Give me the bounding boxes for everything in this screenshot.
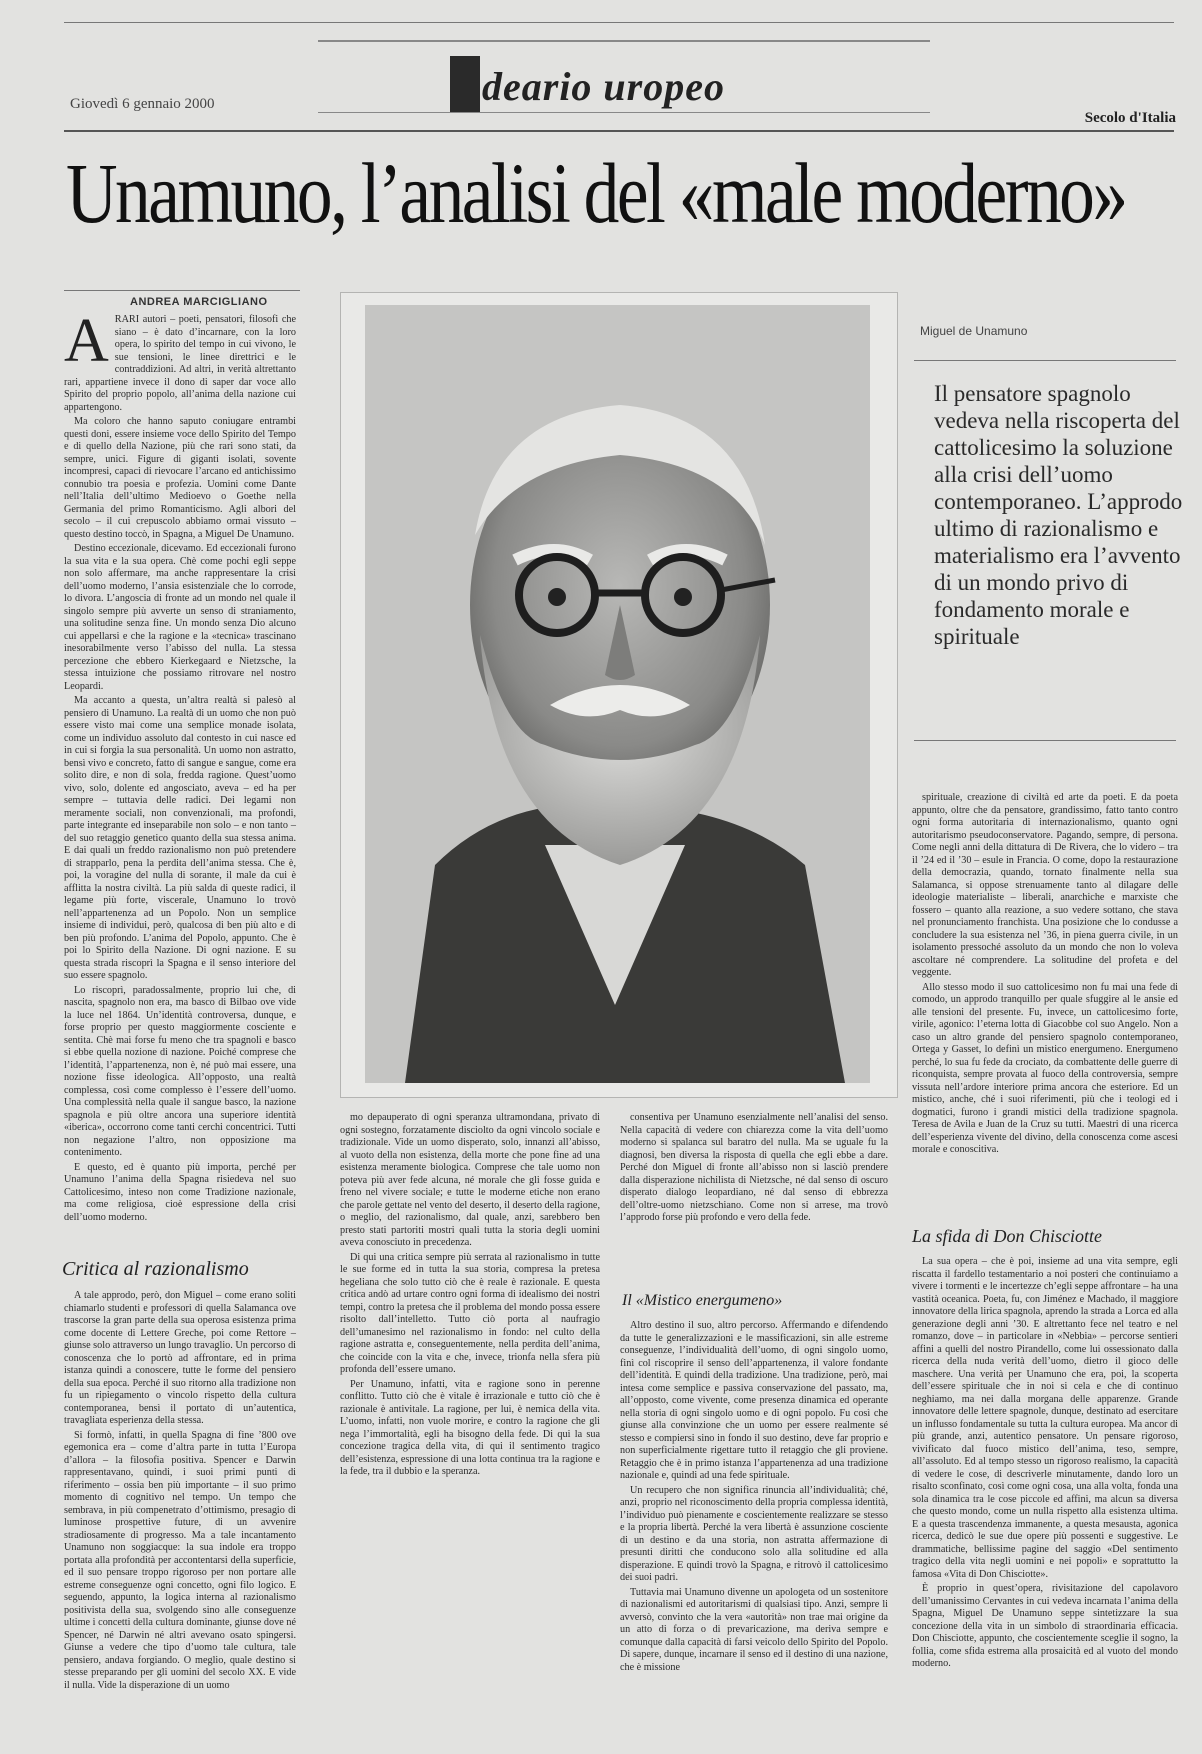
byline-rule: [64, 290, 300, 291]
caption-rule: [914, 360, 1176, 361]
header-rule: [64, 130, 1174, 132]
author-byline: ANDREA MARCIGLIANO: [130, 296, 268, 308]
subhead-mistico: Il «Mistico energumeno»: [622, 1292, 783, 1309]
headline: Unamuno, l’analisi del «male moderno»: [66, 145, 1126, 241]
column-4-continued: La sua opera – che è poi, insieme ad una vita sempre, egli riscatta il fardello testamentario a noi posteri che continuiamo a vivere i tormenti e le incertezze ch’egli seppe affrontare – ha una vastità oceanica. Poeta, fu, con Jiménez e Machado, il maggiore innovatore della lirica spagnola, aprendo la strada a Lorca ed alla generazione degli anni ’30. E altrettanto fece nel teatro e nel romanzo, dove – in particolare in «Nebbia» – percorse sentieri affini a quelli del nostro Pirandello, come lui ossessionato dalla ricerca della nuda verità dell’uomo, dietro il gioco delle maschere. Una verità per Unamuno che era, poi, la scoperta dell’essere spirituale che in noi si cela e che di continuo neghiamo, ma nei dalla morgana delle apparenze. Grande innovatore delle lettere spagnole, dunque, destinato ad esercitare un influsso fondamentale su tutta la cultura europea. Ma ancor di più grande, anzi, autentico pensatore. Un pensare rigoroso, vivificato dal fuoco mistico dell’anima, teso, sempre, all’assoluto. Ed al tempo stesso un rigoroso realismo, la capacità di vedere le cose, di descriverle minutamente, dando loro un risalto sconfinato, così come ogni cosa, una alla volta, fonda una sola dinamica tra le cose piccole ed affini, ma alcun sa diversa che questo mondo, come un nulla rispetto alla esistenza ultima. E a questa trascendenza immanente, a questa mesausta, agonica ricerca, dedicò le sue due opere più possenti e suggestive. Le drammatiche, bellissime pagine del saggio «Del sentimento tragico della vita negli uomini e nei popoli» e soprattutto la famosa «Vita di Don Chisciotte». È proprio in quest’opera, rivisitazione del capolavoro dell’umanissimo Cervantes in cui vedeva incarnata l’anima della Spagna, Miguel De Unamuno seppe sintetizzare la sua concezione della vita in un simbolo di straordinaria efficacia. Don Chisciotte, appunto, che coscientemente sceglie il sogno, la follia, come sfida estrema alla prosaicità ed al vuoto del mondo moderno.: [912, 1256, 1178, 1669]
paper-name: Secolo d'Italia: [1084, 110, 1176, 126]
masthead-text: deario uropeo: [482, 64, 725, 109]
column-2: mo depauperato di ogni speranza ultramondana, privato di ogni sostegno, forzatamente disciolto da ogni vincolo sociale e tradizionale. Vide un uomo disperato, solo, innanzi all’abisso, al vuoto della non esistenza, della morte che pone fine ad una esistenza meramente biologica. Comprese che tale uomo non poteva più aver fede alcuna, né morale che gli fosse guida e freno nel vivere sociale; e tutte le moderne etiche non erano che parole gettate nel vento del deserto, il deserto della ragione, o meglio, del razionalismo, dal quale, anzi, sarebbero ben presto stati partoriti mostri quali tutta la storia degli uomini aveva conosciuto in precedenza. Di qui una critica sempre più serrata al razionalismo in tutte le sue forme ed in tutta la sua storia, compresa la pretesa hegeliana che solo tutto ciò che è reale è razionale. E questa critica andò ad urtare contro ogni forma di idealismo dei nostri tempi, contro la pretesa che il problema del mondo possa essere risolto dall’intelletto. Tutto ciò porta al naufragio dell’umanesimo nel razionalismo in fondo: nel culto della ragione astratta e, conseguentemente, nella perdita dell’anima, che coincide con la vita e che, invece, trionfa nella sfera più profonda dell’essere umano. Per Unamuno, infatti, vita e ragione sono in perenne conflitto. Tutto ciò che è vitale è irrazionale e tutto ciò che è razionale è antivitale. La ragione, per lui, è nemica della vita. L’uomo, infatti, non vuole morire, e contro la ragione che gli nega l’immortalità, egli ha bisogno della fede. Di qui la sua concezione tragica della vita, di qui il sentimento tragico dell’esistenza, espressione di una lotta continua tra la ragione e la fede, tra il dubbio e la speranza.: [340, 1112, 600, 1477]
dateline: Giovedì 6 gennaio 2000: [70, 96, 215, 112]
column-3-top: consentiva per Unamuno esenzialmente nell’analisi del senso. Nella capacità di vedere con chiarezza come la vita dell’uomo moderno si spalanca sul baratro del nulla. Ma se uguale fu la diagnosi, ben diversa la risposta di quella che egli ebbe a dare. Perché don Miguel di fronte all’abisso non si lasciò prendere dalla disperazione nichilista di Nietzsche, né dal senso di oscuro disperato dialogo leopardiano, né dal senso di ebbrezza dell’oltre-uomo nietzschiano. Come non si arrese, ma trovò l’approdo forse più profondo e vero della fede.: [620, 1112, 888, 1223]
photo-caption: Miguel de Unamuno: [920, 324, 1028, 338]
section-masthead: [450, 56, 725, 112]
subhead-sfida: La sfida di Don Chisciotte: [912, 1226, 1103, 1246]
portrait-illustration: [365, 305, 870, 1083]
top-rule: [64, 22, 1174, 33]
column-3: Altro destino il suo, altro percorso. Affermando e difendendo da tutte le generalizzazioni e le massificazioni, sin alle estreme conseguenze, l’individualità dell’uomo, di ogni singolo uomo, finì col riscoprire il senso dell’appartenenza, il valore fondante dell’identità. E quindi della tradizione. Una tradizione, però, mai intesa come semplice e passiva conservazione del passato, ma, all’opposto, come vivente, come presenza dinamica ed operante nella storia di ogni singolo uomo e di ogni popolo. Fu così che giunse alla convinzione che un uomo per essere realmente sé stesso e compiersi sino in fondo il suo destino, deve far proprio e non superficialmente rigettare tutto il retaggio che gli proviene. Retaggio che è in primo istanza l’appartenenza ad una tradizione nazionale e, quindi ad una fede spirituale. Un recupero che non significa rinuncia all’individualità; ché, anzi, proprio nel riconoscimento della propria complessa identità, l’individuo può pienamente e coscientemente realizzare se stesso e la propria libertà. Perché la vera libertà è assunzione cosciente di un destino e da una storia, non astratta affermazione di presunti diritti che conducono solo alla solitudine ed alla disperazione. E quindi trovò la Spagna, e ritrovò il cattolicesimo dei suoi padri. Tuttavia mai Unamuno divenne un apologeta od un sostenitore di nazionalismi ed autoritarismi di qualsiasi tipo. Anzi, sempre li avversò, convinto che la vera «autorità» non trae mai origine da un atto di forza o di prevaricazione, ma deriva sempre e comunque dalla capacità di farsi veicolo dello Spirito del Popolo. Di sapere, dunque, incarnare il senso ed il destino di una nazione, che è missione: [620, 1320, 888, 1673]
portrait-photo: [340, 292, 898, 1098]
column-1-continued: A tale approdo, però, don Miguel – come erano soliti chiamarlo studenti e professori di quella Salamanca ove trascorse la gran parte della sua operosa esistenza prima come docente di Lettere Greche, poi come Rettore – giunse solo attraverso un lungo travaglio. Un percorso di conoscenza che lo portò ad affrontare, ed in prima istanza quindi a conoscere, tutte le forme del pensiero della sua epoca. Perché il suo ritorno alla tradizione non fu un ripiegamento o vincolo rispetto della cultura contemporanea, bensì il portato di un’autentica, travagliata esperienza della stessa. Si formò, infatti, in quella Spagna di fine ’800 ove egemonica era – come d’altra parte in tutta l’Europa d’allora – la filosofia positiva. Spencer e Darwin rappresentavano, quindi, i suoi primi punti di riferimento – ossia ben più importante – il suo primo momento di cognitivo nel tempo. Un tempo che sembrava, in più compenetrato d’ottimismo, presagio di luminose prospettive future, di un avvenire stradiosamente di progresso. Ma a tale incantamento Unamuno non soggiacque: la sua indole era troppo portata alla profondità per accontentarsi della superficie, ed il suo pensare troppo rigoroso per non portare alle estreme conseguenze ogni concetto, ogni filo logico. E seguendo, appunto, la logica interna al razionalismo positivista della sua, svolgendo sino alle conseguenze ultime i concetti della cultura dominante, giunse dove né Spencer, né Darwin né altri avevano osato spingersi. Giunse a vedere che tipo d’uomo tale cultura, tale pensiero, andava forgiando. O meglio, quale destino si stesse preparando per gli uomini del secolo XX. E vide il nulla. Vide la disperazione di un uomo: [64, 1290, 296, 1691]
masthead-initial-i: [450, 56, 480, 112]
pullquote-rule: [914, 740, 1176, 741]
column-4: spirituale, creazione di civiltà ed arte da poeti. E da poeta appunto, oltre che da pensatore, grandissimo, fatto tanto contro ogni forma autoritaria di internazionalismo, quanto ogni autoritarismo pseudoconservatore. Pagando, sempre, di persona. Come negli anni della dittatura di De Rivera, che lo videro – tra il ’24 ed il ’30 – esule in Francia. O come, dopo la restaurazione della democrazia, quando, tornato finalmente nella sua Salamanca, si oppose strenuamente tanto al dilagare delle ideologie materialiste – liberali, anarchiche e marxiste che fossero – quanto alla reazione, a suo vedere sottano, che stava nel pronunciamento franchista. Una posizione che lo condusse a concludere la sua esistenza nel ’36, in piena guerra civile, in un isolamento pressoché assoluto da un mondo che non lo voleva ascoltare né comprendere. La solitudine del profeta e del veggente. Allo stesso modo il suo cattolicesimo non fu mai una fede di comodo, un approdo tranquillo per quale sfuggire al le ansie ed alle tensioni del presente. Fu, invece, un cattolicesimo forte, virile, agonico: l’eterna lotta di Giacobbe col suo Angelo. Non a caso un altro grande del pensiero spagnolo contemporaneo, Ortega y Gasset, lo definì un mistico energumeno. Energumeno perché, lo sua fu fede da crociato, da combattente delle guerre di riconquista, sempre provata al fuoco della controversia, sempre vissuta nell’ardore interiore prima ancora che esteriore. Ed un mistico, anche, ché i suoi riferimenti, più che i teologi ed i dogmatici, furono i grandi mistici della tradizione spagnola. Teresa de Avila e Juan de la Cruz su tutti. Maestri di una ricerca dell’esperienza vivente del divino, della conoscenza come ascesi morale e conoscitiva.: [912, 792, 1178, 1155]
drop-cap: A: [64, 307, 109, 375]
subhead-critica: Critica al razionalismo: [62, 1258, 249, 1280]
portrait-oval: [365, 305, 870, 1083]
column-1: ARARI autori – poeti, pensatori, filosofi che siano – è dato d’incarnare, con la loro opera, lo spirito del tempo in cui vivono, le sue tensioni, le linee direttrici e le contraddizioni. Ad altri, in verità altrettanto rari, appartiene invece il dono di saper dar voce allo Spirito del proprio popolo, all’anima della nazione cui appartengono. Ma coloro che hanno saputo coniugare entrambi questi doni, essere insieme voce dello Spirito del Tempo e di quello della Nazione, più che rari sono stati, da sempre, unici. Figure di giganti isolati, sovente incompresi, capaci di rievocare l’arcano ed antichissimo connubio tra poesia e profezia. Uomini come Dante nell’Italia dell’ultimo Medioevo o Goethe nella Germania del primo Romanticismo. Agli albori del secolo – il cui crepuscolo abbiamo ormai vissuto – questo destino toccò, in Spagna, a Miguel De Unamuno. Destino eccezionale, dicevamo. Ed eccezionali furono la sua vita e la sua opera. Chè come pochi egli seppe non solo affermare, ma anche rappresentare la crisi dell’uomo moderno, l’ansia esistenziale che lo corrode, lo divora. L’angoscia di fronte ad un mondo nel quale il singolo sempre più avverte un senso di straniamento, una solitudine senza fine. Un mondo senza Dio alcuno cui appellarsi e che la ragione e la «tecnica» trascinano inesorabilmente verso l’abisso del nulla. La stessa percezione che ebbero Kierkegaard e Nietzsche, la stessa intuizione che possiamo ritrovare nel nostro Leopardi. Ma accanto a questa, un’altra realtà si palesò al pensiero di Unamuno. La realtà di un uomo che non può essere visto mai come una semplice monade isolata, come un individuo assoluto dal contesto in cui nasce ed in cui si forgia la sua personalità. Un uomo non astratto, bensì vivo e concreto, fatto di sangue e sangue, come era solito dire, e non di sola, fredda ragione. Quest’uomo vivo, solo, dolente ed angosciato, aveva – ed ha per sempre – tuttavia delle radici. Dei legami non meramente sociali, non convenzionali, ma profondi, parte integrante ed inseparabile non solo – e non tanto – del suo retaggio genetico quanto della sua stessa anima. E dai quali un freddo razionalismo non può pretendere di strapparlo, pena la perdita dell’anima stessa. Che è, poi, la voragine del nulla di sorante, il male da cui è afflitta la nostra civiltà. La più salda di queste radici, il legame più forte, viscerale, Unamuno lo trovò nell’appartenenza ad un Popolo. Non un semplice insieme di individui, però, qualcosa di ben più alto e di ben più profondo. L’anima del Popolo, appunto. Che è poi lo Spirito della Nazione. Di ogni nazione. E su questa strada riscoprì la Spagna e il senso interiore del suo essere spagnolo. Lo riscoprì, paradossalmente, proprio lui che, di nascita, spagnolo non era, ma basco di Bilbao ove vide la luce nel 1864. Un’identità controversa, dunque, e forse proprio per questo maggiormente cosciente e sentita. Chè mai forse fu meno che tra spagnoli e basco si ebbe quella nozione di nazione. Poiché comprese che l’identità, l’appartenenza, non è, né può mai essere, una nozione fisse ideologica. All’opposto, una realtà complessa, così come complesso è l’essere dell’uomo. Una complessità nella quale il sangue basco, la nazione spagnola e più oltre ancora una superiore identità «iberica», occorrono come tanti cerchi concentrici. Tutti non negazione l’altro, non opposizione ma contenimento. E questo, ed è quanto più importa, perché per Unamuno l’anima della Spagna risiedeva nel suo Cattolicesimo, inteso non come Tradizione nazionale, ma come religiosa, cioè espressione della crisi dell’uomo moderno.: [64, 307, 296, 1223]
pullquote: Il pensatore spagnolo vedeva nella riscoperta del cattolicesimo la soluzione alla crisi dell’uomo contemporaneo. L’approdo ultimo di razionalismo e materialismo era l’avvento di un mondo privo di fondamento morale e spirituale: [934, 381, 1183, 649]
